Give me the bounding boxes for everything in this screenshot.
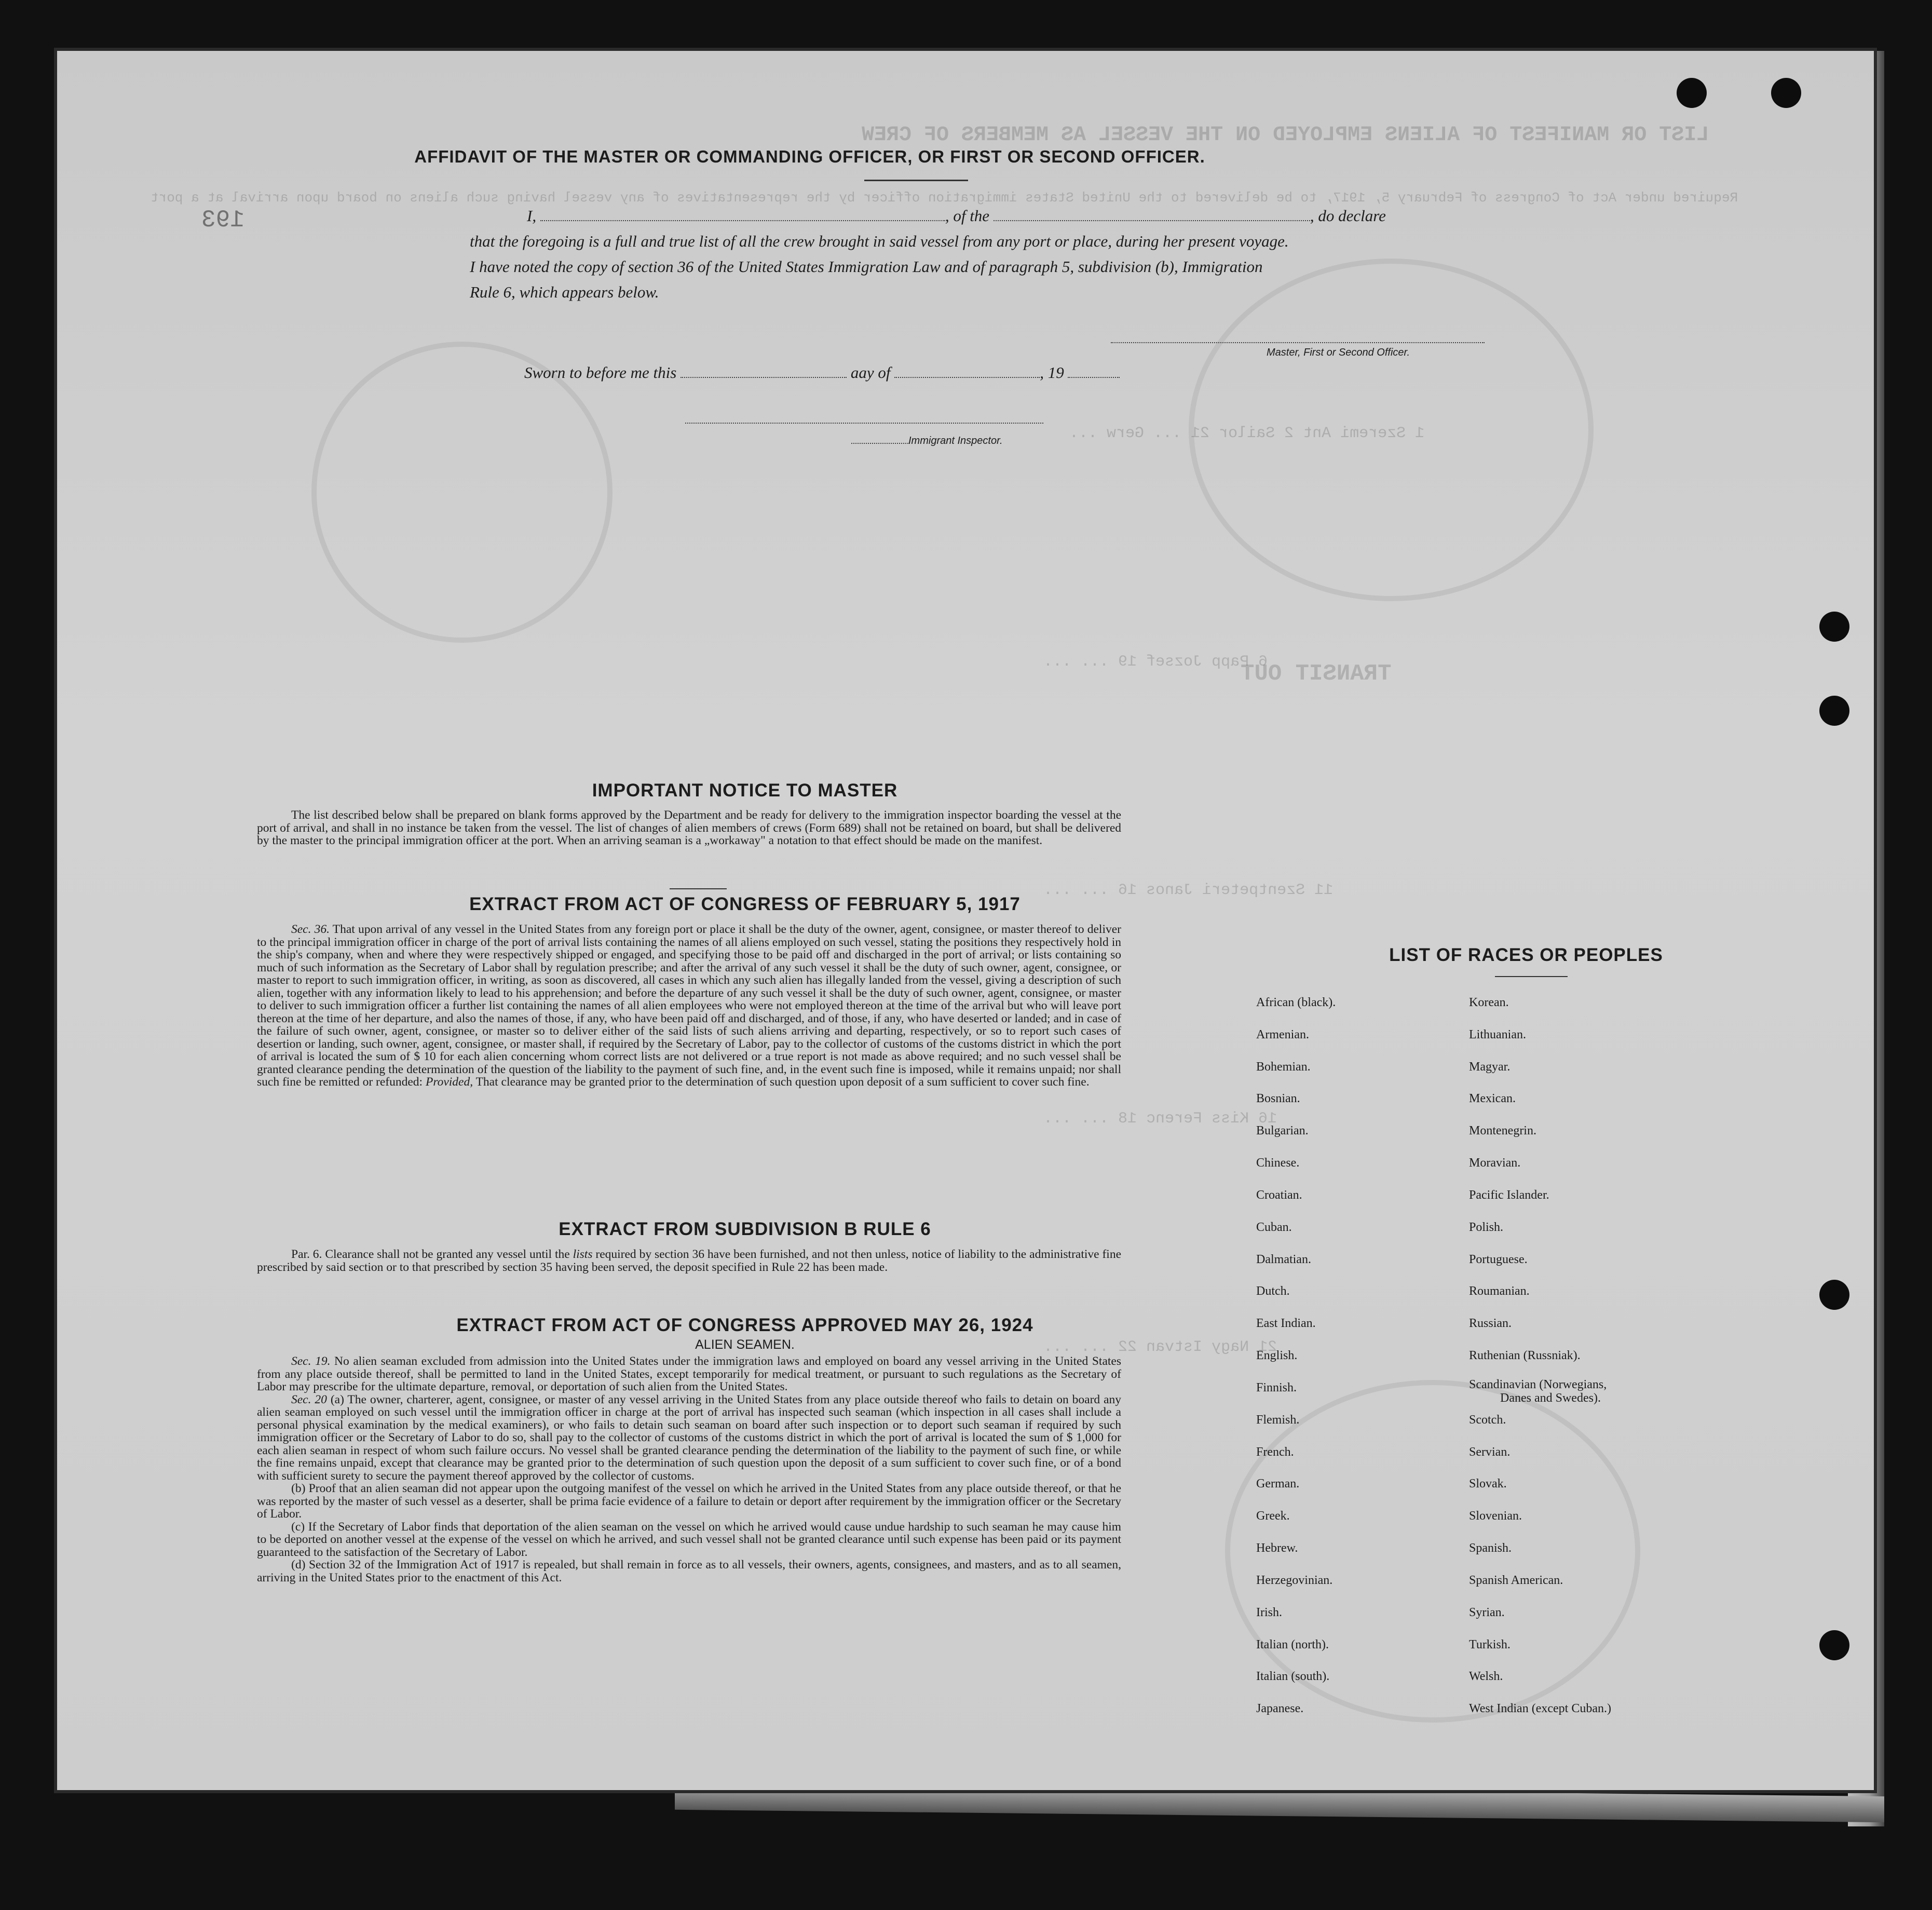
race-item: Japanese.	[1256, 1702, 1304, 1715]
notice-text	[257, 809, 1121, 847]
sec-36-text: That upon arrival of any vessel in the United States from any foreign port or place it shall be the duty of the owner, agent, consignee, or master thereof to deliver to the principal immigration officer in charge of the port of arrival lists containing the names of all aliens employed on such vessel, stating the positions they respectively hold in the ship's company, when and where they were respectively shipped or engaged, and specifying those to be paid off and discharged in the port of arrival; or lists containing so much of such information as the Secretary of Labor shall by regulation prescribe; and after the arrival of any such vessel it shall be the duty of such owner, agent, consignee, or master to report to such immigration officer, in writing, as soon as discovered, all cases in which any such alien has illegally landed from the vessel, giving a description of such alien, together with any information likely to lead to his apprehension; and before the departure of any such vessel it shall be the duty of such owner, agent, consignee, or master to deliver to such immigration officer a further list containing the names of all alien employees who were not employed thereon at the time of the arrival but who will leave port thereon at the time of her departure, and also the names of those, if any, who have been paid off and discharged, and of those, if any, who have deserted or landed; and in case of the failure of such owner, agent, consignee, or master so to deliver either of the said lists of such aliens arriving and departing, respectively, or so to report such cases of desertion or landing, such owner, agent, consignee, or master shall, if required by the Secretary of Labor, pay to the collector of customs of the customs district in which the port of arrival is located the sum of $ 10 for each alien concerning whom correct lists are not delivered or a true report is not made as above required; and no such vessel shall be granted clearance pending the determination of the question of the liability to the payment of such fine, and, in the event such fine is imposed, while it remains unpaid; nor shall such fine be remitted or refunded:	[257, 923, 1121, 1089]
par-b: (b) Proof that an alien seaman did not appear upon the outgoing manifest of the vessel on which he arrived in the United States from any place outside thereof, or that he was reported by the master of such vessel as a deserter, shall be prima facie evidence of a failure to detain or deport after requirement by the immigration officer or the Secretary of Labor.	[257, 1482, 1121, 1521]
page-number: 193	[201, 207, 244, 234]
race-item: Slovak.	[1469, 1477, 1507, 1491]
inspector-lead-dots	[851, 442, 908, 444]
race-item: Greek.	[1256, 1509, 1290, 1523]
extract-1924-text	[257, 1355, 1121, 1584]
race-item: Bosnian.	[1256, 1092, 1300, 1105]
sec-20-text: (a) The owner, charterer, agent, consignee, or master of any vessel arriving in the United States from any place outside thereof who fails to detain on board any alien seaman employed on such vessel until the immigration officer in charge at the port of arrival has inspected such seaman (which inspection in all cases shall include a personal physical examination by the medical examiners), or who fails to detain such seaman on board after such inspection or to deport such seaman if required by such immigration officer or the Secretary of Labor to do so, shall pay to the collector of customs of the customs district in which the port of arrival is located the sum of $ 1,000 for each alien seaman in respect of whom such failure occurs. No vessel shall be granted clearance pending the determination of the liability to the payment of such fine, or while the fine remains unpaid, except that clearance may be granted prior to the determination of such question upon the deposit of a sum sufficient to cover such fine, or of a bond with sufficient surety to secure the payment thereof approved by the collector of customs.	[257, 1392, 1122, 1483]
race-item: Italian (south).	[1256, 1670, 1330, 1683]
race-item-continuation: Danes and Swedes).	[1500, 1391, 1601, 1405]
race-item: Italian (north).	[1256, 1638, 1329, 1651]
sworn-year-label: , 19	[1040, 363, 1064, 382]
bleed-text: LIST OR MANIFEST OF ALIENS EMPLOYED ON THE VESSEL AS MEMBERS OF CREW	[862, 124, 1709, 147]
race-item: Hebrew.	[1256, 1541, 1298, 1555]
race-item: Chinese.	[1256, 1156, 1300, 1170]
race-item: Montenegrin.	[1469, 1124, 1536, 1137]
divider	[670, 888, 727, 889]
race-item: Bohemian.	[1256, 1060, 1311, 1074]
race-item: Cuban.	[1256, 1221, 1292, 1234]
sworn-of-label: aay of	[850, 363, 891, 382]
race-item: Spanish.	[1469, 1541, 1512, 1555]
race-item: Pacific Islander.	[1469, 1188, 1549, 1202]
extract-1924-subtitle: ALIEN SEAMEN.	[695, 1337, 795, 1352]
race-item: Syrian.	[1469, 1606, 1505, 1619]
master-signature-label: Master, First or Second Officer.	[1267, 347, 1410, 358]
name-blank[interactable]	[540, 220, 945, 221]
sec-19-label: Sec. 19.	[291, 1354, 331, 1368]
race-item: Scandinavian (Norwegians,	[1469, 1378, 1607, 1391]
race-item: Croatian.	[1256, 1188, 1302, 1202]
extract-1917-title: EXTRACT FROM ACT OF CONGRESS OF FEBRUARY 5, 1917	[469, 894, 1021, 914]
race-item: Servian.	[1469, 1445, 1511, 1459]
affidavit-of-the-label: , of the	[945, 207, 990, 225]
bleed-text: 1 Szeremi Ant 2 Sailor 21 ... Gerw ...	[1069, 425, 1425, 442]
punch-hole	[1771, 78, 1801, 108]
sec-20-label: Sec. 20	[291, 1392, 327, 1406]
affidavit-line-1	[527, 204, 1482, 228]
race-item: Finnish.	[1256, 1381, 1297, 1394]
bleed-text: 11 Szentpeteri Janos 16 ... ...	[1043, 882, 1334, 899]
affidavit-title: AFFIDAVIT OF THE MASTER OR COMMANDING OFFICER, OR FIRST OR SECOND OFFICER.	[414, 147, 1205, 166]
sec-36-paragraph	[257, 923, 1121, 1089]
sec-19-paragraph	[257, 1355, 1121, 1393]
race-item: Korean.	[1469, 996, 1509, 1009]
divider	[864, 180, 968, 181]
extract-rule6-title: EXTRACT FROM SUBDIVISION B RULE 6	[559, 1219, 931, 1239]
sec-20-paragraph	[257, 1393, 1121, 1483]
par-d: (d) Section 32 of the Immigration Act of 1917 is repealed, but shall remain in force as to all vessels, their owners, agents, consignees, and masters, and as to all seamen, arriving in the United States prior to the enactment of this Act.	[257, 1558, 1121, 1584]
proviso-label: Provided,	[425, 1075, 473, 1089]
vessel-blank[interactable]	[994, 220, 1310, 221]
bleed-text: Required under Act of Congress of February 5, 1917, to be delivered to the United States immigration officer by the representatives of any vessel having such aliens on board upon arrival at a port	[151, 190, 1738, 206]
race-item: Mexican.	[1469, 1092, 1516, 1105]
race-item: Flemish.	[1256, 1413, 1300, 1427]
inspector-signature-label	[851, 435, 1003, 447]
proviso-text: That clearance may be granted prior to the determination of such question upon deposit of a sum sufficient to cover such fine.	[475, 1075, 1090, 1089]
race-item: Roumanian.	[1469, 1284, 1530, 1298]
sec-19-text: No alien seaman excluded from admission into the United States under the immigration laws and employed on board any vessel arriving in the United States from any place outside thereof, shall be permitted to land in the United States, except temporarily for medical treatment, or pursuant to such regulations as the Secretary of Labor may prescribe for the ultimate departure, removal, or deportation of such alien from the United States.	[257, 1354, 1122, 1393]
sworn-label: Sworn to before me this	[524, 363, 677, 382]
race-item: Lithuanian.	[1469, 1028, 1526, 1041]
punch-hole	[1819, 696, 1849, 726]
master-signature-blank[interactable]	[1111, 342, 1485, 343]
par-c: (c) If the Secretary of Labor finds that deportation of the alien seaman on the vessel on which he arrived would cause undue hardship to such seaman he may cause him to be deported on another vessel at the expense of the vessel on which he arrived, and such vessel shall not be granted clearance until such expense has been paid or its payment guaranteed to the satisfaction of the Secretary of Labor.	[257, 1520, 1121, 1559]
race-item: West Indian (except Cuban.)	[1469, 1702, 1611, 1715]
race-item: Moravian.	[1469, 1156, 1521, 1170]
affidavit-declare-label: , do declare	[1310, 207, 1386, 225]
punch-hole	[1819, 1280, 1849, 1310]
race-item: Magyar.	[1469, 1060, 1511, 1074]
punch-hole	[1677, 78, 1707, 108]
notice-title: IMPORTANT NOTICE TO MASTER	[592, 780, 898, 801]
race-item: French.	[1256, 1445, 1294, 1459]
race-item: Herzegovinian.	[1256, 1574, 1333, 1587]
sworn-year-blank[interactable]	[1068, 376, 1120, 378]
race-item: Dalmatian.	[1256, 1253, 1311, 1266]
race-item: Slovenian.	[1469, 1509, 1522, 1523]
bleed-stamp	[311, 342, 613, 643]
affidavit-line-2: that the foregoing is a full and true list of all the crew brought in said vessel from any port or place, during her present voyage.	[470, 232, 1289, 250]
inspector-signature-blank[interactable]	[685, 422, 1043, 424]
races-title: LIST OF RACES OR PEOPLES	[1389, 945, 1663, 965]
extract-1917-text	[257, 923, 1121, 1089]
race-item: Irish.	[1256, 1606, 1282, 1619]
punch-hole	[1819, 612, 1849, 642]
affidavit-line-3: I have noted the copy of section 36 of the United States Immigration Law and of paragraph 5, subdivision (b), Immigration	[470, 258, 1263, 276]
bleed-text: TRANSIT OUT	[1241, 661, 1392, 687]
sworn-day-blank[interactable]	[681, 376, 847, 378]
inspector-label-text: Immigrant Inspector.	[908, 435, 1003, 446]
race-item: Polish.	[1469, 1221, 1504, 1234]
par-6-text-b: required by section 36 have been furnished, and not then unless, notice of liability to the administrative fine prescribed by said section or to that prescribed by section 35 having been served, the deposit specified in Rule 22 has been made.	[257, 1248, 1122, 1274]
notice-paragraph: The list described below shall be prepared on blank forms approved by the Department and be ready for delivery to the immigration inspector boarding the vessel at the port of arrival, and shall in no instance be taken from the vessel. The list of changes of alien members of crews (Form 689) shall not be retained on board, but shall be delivered by the master to the principal immigration officer at the port. When an arriving seaman is a „workaway" a notation to that effect should be made on the manifest.	[257, 808, 1121, 847]
race-item: German.	[1256, 1477, 1300, 1491]
sworn-month-blank[interactable]	[894, 376, 1040, 378]
bleed-text: 6 Papp Jozsef 19 ... ...	[1043, 653, 1268, 671]
race-item: English.	[1256, 1349, 1298, 1362]
sworn-line	[524, 360, 1251, 385]
par-6-paragraph	[257, 1248, 1121, 1274]
document-page	[57, 51, 1874, 1790]
race-item: Scotch.	[1469, 1413, 1506, 1427]
par-6-text-a: Par. 6. Clearance shall not be granted any vessel until the	[291, 1248, 570, 1261]
sec-36-label: Sec. 36.	[291, 923, 330, 936]
race-item: Russian.	[1469, 1317, 1512, 1330]
extract-rule6-text	[257, 1248, 1121, 1274]
race-item: Spanish American.	[1469, 1574, 1563, 1587]
extract-1924-title: EXTRACT FROM ACT OF CONGRESS APPROVED MAY 26, 1924	[456, 1315, 1033, 1335]
punch-hole	[1819, 1630, 1849, 1660]
divider	[1495, 976, 1568, 977]
race-item: East Indian.	[1256, 1317, 1316, 1330]
race-item: Dutch.	[1256, 1284, 1290, 1298]
affidavit-i-label: I,	[527, 207, 537, 225]
race-item: Armenian.	[1256, 1028, 1309, 1041]
race-item: African (black).	[1256, 996, 1336, 1009]
race-item: Portuguese.	[1469, 1253, 1528, 1266]
race-item: Ruthenian (Russniak).	[1469, 1349, 1581, 1362]
race-item: Welsh.	[1469, 1670, 1503, 1683]
affidavit-line-4: Rule 6, which appears below.	[470, 283, 659, 301]
bleed-text: 16 Kiss Ferenc 18 ... ...	[1043, 1110, 1277, 1128]
lists-word: lists	[573, 1248, 593, 1261]
race-item: Bulgarian.	[1256, 1124, 1309, 1137]
race-item: Turkish.	[1469, 1638, 1511, 1651]
bleed-text: 21 Nagy Istvan 22 ... ...	[1043, 1338, 1277, 1356]
